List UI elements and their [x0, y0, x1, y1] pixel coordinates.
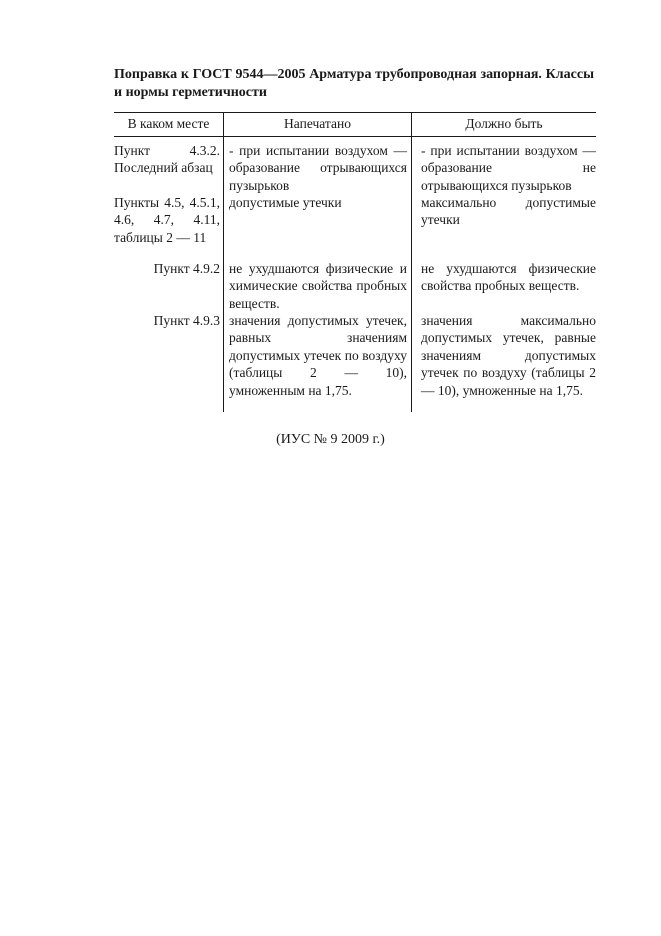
row-printed: - при испытании воздухом — образование отрывающихся пузырьков	[229, 143, 407, 193]
row-printed: значения допустимых утечек, равных значениям допустимых утечек по воздуху (таблицы 2 — 10), умноженным на 1,75.	[229, 313, 407, 398]
row-where: Пункт 4.9.2	[153, 261, 220, 276]
header-where: В каком месте	[127, 116, 210, 131]
header-printed: Напечатано	[284, 116, 351, 131]
column-divider	[223, 112, 224, 412]
corrections-table	[114, 112, 596, 412]
row-where: Пункт 4.3.2. Последний абзац	[114, 143, 220, 176]
row-should-be: максимально допустимые утечки	[421, 195, 596, 228]
header-should-be: Должно быть	[465, 116, 543, 131]
footer-source: (ИУС № 9 2009 г.)	[276, 432, 385, 447]
row-should-be: не ухудшаются физические свойства пробных веществ.	[421, 261, 596, 294]
row-should-be: - при испытании воздухом — образование не отрывающихся пузырьков	[421, 143, 596, 193]
row-printed: не ухудшаются физические и химические свойства пробных веществ.	[229, 261, 407, 311]
row-should-be: значения максимально допустимых утечек, равные значениям допустимых утечек по воздуху (таблицы 2 — 10), умноженные на 1,75.	[421, 313, 596, 398]
column-divider	[411, 112, 412, 412]
row-where: Пункты 4.5, 4.5.1, 4.6, 4.7, 4.11, таблицы 2 — 11	[114, 195, 220, 245]
row-printed: допустимые утечки	[229, 195, 342, 210]
document-title: Поправка к ГОСТ 9544—2005 Арматура трубопроводная запорная. Классы и нормы герметичности	[114, 67, 594, 100]
row-where: Пункт 4.9.3	[153, 313, 220, 328]
table-top-rule	[114, 112, 596, 113]
table-header-rule	[114, 136, 596, 137]
